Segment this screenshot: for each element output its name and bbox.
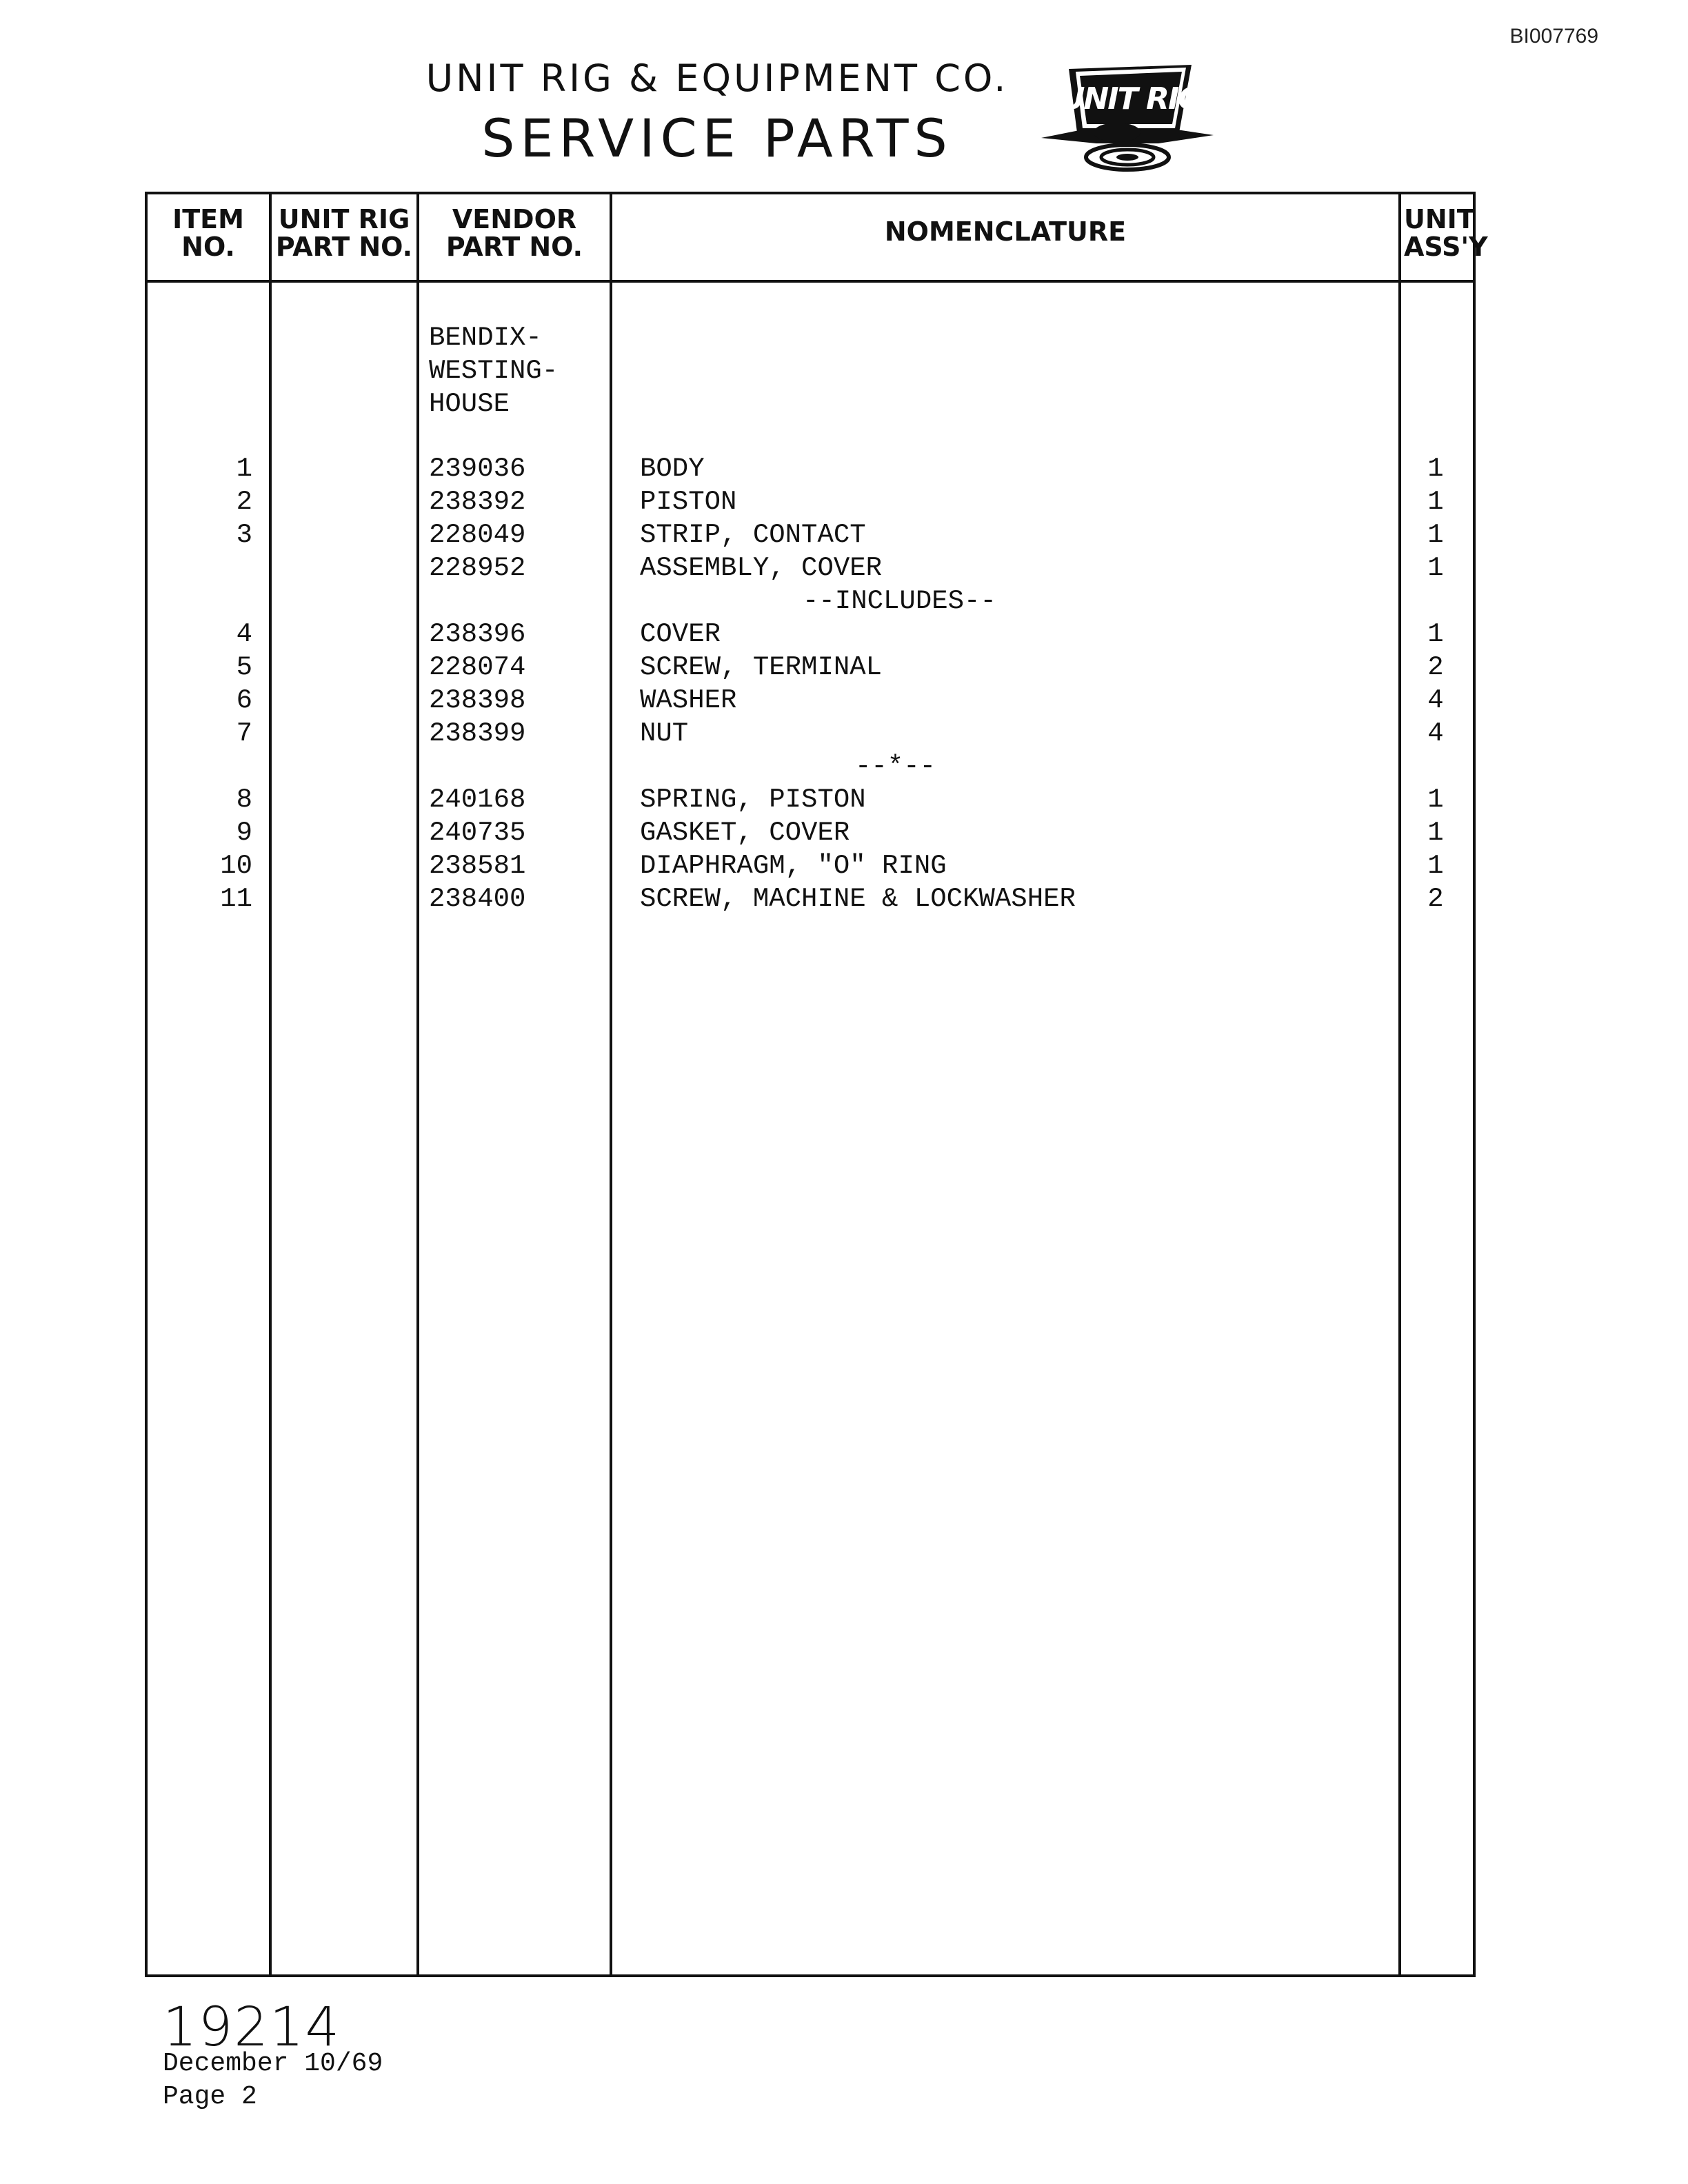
nomenclature-cell: PISTON [640,487,737,517]
unit-assy-qty-cell: 4 [1427,685,1444,716]
unit-assy-qty-cell: 1 [1427,785,1444,815]
nomenclature-cell: NUT [640,718,689,749]
column-header-nomenclature: NOMENCLATURE [884,216,1127,247]
vendor-part-cell: 238398 [429,685,526,716]
item-number-cell: 8 [236,785,252,815]
item-number-cell: 9 [236,818,252,848]
unit-assy-qty-cell: 1 [1427,851,1444,881]
nomenclature-cell: --INCLUDES-- [803,586,996,616]
column-header-unit-assy: UNIT ASS'Y [1404,204,1488,262]
item-number-cell: 4 [236,619,252,649]
vendor-part-cell: 238392 [429,487,526,517]
footer-page: Page 2 [163,2082,257,2112]
nomenclature-cell: GASKET, COVER [640,818,850,848]
page-title: SERVICE PARTS [481,108,953,169]
unit-assy-qty-cell: 1 [1427,619,1444,649]
vendor-part-cell: 238396 [429,619,526,649]
nomenclature-cell: BODY [640,454,705,484]
item-number-cell: 1 [236,454,252,484]
company-name: UNIT RIG & EQUIPMENT CO. [425,57,1009,100]
form-number: 19214 [163,1996,341,2059]
vendor-part-cell: 239036 [429,454,526,484]
nomenclature-cell: SCREW, TERMINAL [640,652,883,682]
unit-assy-qty-cell: 2 [1427,652,1444,682]
nomenclature-cell: --*-- [855,751,936,782]
column-divider [269,194,272,1974]
item-number-cell: 11 [220,884,252,914]
nomenclature-cell: SCREW, MACHINE & LOCKWASHER [640,884,1076,914]
item-number-cell: 2 [236,487,252,517]
unit-rig-logo [1034,61,1220,182]
nomenclature-cell: WASHER [640,685,737,716]
column-header-unit-rig-part-no: UNIT RIG PART NO. [275,204,413,262]
vendor-part-cell: 240168 [429,785,526,815]
item-number-cell: 3 [236,520,252,550]
document-id: BI007769 [1509,25,1598,48]
column-header-item-no: ITEM NO. [172,204,244,262]
item-number-cell: 5 [236,652,252,682]
nomenclature-cell: DIAPHRAGM, "O" RING [640,851,947,881]
unit-assy-qty-cell: 1 [1427,454,1444,484]
column-divider [610,194,612,1974]
unit-assy-qty-cell: 1 [1427,553,1444,583]
footer-date: December 10/69 [163,2049,383,2079]
vendor-part-cell: 228049 [429,520,526,550]
unit-assy-qty-cell: 1 [1427,487,1444,517]
unit-assy-qty-cell: 1 [1427,818,1444,848]
vendor-part-cell: 238581 [429,851,526,881]
vendor-part-cell: 238399 [429,718,526,749]
nomenclature-cell: ASSEMBLY, COVER [640,553,883,583]
vendor-part-cell: 228074 [429,652,526,682]
vendor-part-cell: 240735 [429,818,526,848]
svg-text:UNIT RIG: UNIT RIG [1060,81,1202,117]
unit-assy-qty-cell: 2 [1427,884,1444,914]
column-header-vendor-part-no: VENDOR PART NO. [445,204,583,262]
vendor-heading: BENDIX- WESTING- HOUSE [429,323,559,419]
nomenclature-cell: STRIP, CONTACT [640,520,866,550]
nomenclature-cell: SPRING, PISTON [640,785,866,815]
header-divider [148,280,1473,283]
unit-assy-qty-cell: 1 [1427,520,1444,550]
unit-assy-qty-cell: 4 [1427,718,1444,749]
column-divider [1398,194,1401,1974]
item-number-cell: 10 [220,851,252,881]
vendor-part-cell: 228952 [429,553,526,583]
item-number-cell: 6 [236,685,252,716]
item-number-cell: 7 [236,718,252,749]
nomenclature-cell: COVER [640,619,721,649]
parts-table [145,192,1488,1977]
vendor-part-cell: 238400 [429,884,526,914]
column-divider [416,194,419,1974]
